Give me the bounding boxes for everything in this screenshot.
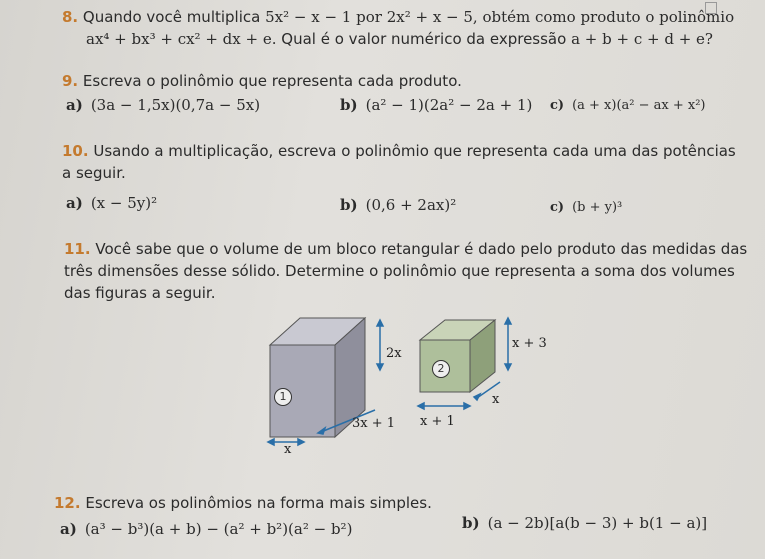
question-9-item-b: b) (a² − 1)(2a² − 2a + 1) [340,96,533,114]
question-8-text-2: Qual é o valor numérico da expressão [281,30,567,48]
block-1-width-label: x [284,442,292,457]
question-10-line-1 [62,142,736,160]
question-8-line-1 [62,8,734,26]
question-11-line-2: três dimensões desse sólido. Determine o polinômio que representa a soma dos volumes [64,262,735,280]
block-1-depth-label: 3x + 1 [352,416,396,431]
question-12-item-b: b) (a − 2b)[a(b − 3) + b(1 − a)] [462,514,708,532]
question-12-heading [54,494,432,512]
question-9-item-a: a) (3a − 1,5x)(0,7a − 5x) [66,96,261,114]
question-10-item-b: b) (0,6 + 2ax)² [340,196,457,214]
question-8-number: 8. [62,8,79,26]
block-1-number-badge: 1 [274,388,292,406]
question-11-line-3: das figuras a seguir. [64,284,216,302]
question-8-math-1: 5x² − x − 1 por 2x² + x − 5, obtém como produto o polinômio [265,8,735,26]
question-9-number: 9. [62,72,79,90]
question-9-item-c: c) (a + x)(a² − ax + x²) [550,98,706,113]
question-8-math-2: ax⁴ + bx³ + cx² + dx + e. [86,30,277,48]
question-11-number: 11. [64,240,91,258]
question-8-line-2 [86,30,713,48]
question-12-text: Escreva os polinômios na forma mais simples. [85,494,432,512]
block-2-number-badge: 2 [432,360,450,378]
question-10-item-c: c) (b + y)³ [550,200,623,215]
question-9-text: Escreva o polinômio que representa cada produto. [82,72,462,90]
question-8-expr: a + b + c + d + e? [571,30,713,48]
question-10-item-a: a) (x − 5y)² [66,194,158,212]
block-2-height-label: x + 3 [512,336,547,351]
question-10-number: 10. [62,142,89,160]
question-12-number: 12. [54,494,81,512]
block-2-width-label: x + 1 [420,414,455,429]
question-8-text-1: Quando você multiplica [82,8,261,26]
volume-figures [255,310,555,470]
question-11-line-1: 11. Você sabe que o volume de um bloco retangular é dado pelo produto das medidas das [64,240,748,258]
question-10-text-1: Usando a multiplicação, escreva o polinômio que representa cada uma das potências [93,142,736,160]
block-1-height-label: 2x [386,346,402,361]
block-2 [420,320,495,392]
question-10-line-2: a seguir. [62,164,126,182]
question-9-heading [62,72,462,90]
block-2-depth-label: x [492,392,500,407]
question-12-item-a: a) (a³ − b³)(a + b) − (a² + b²)(a² − b²) [60,520,353,538]
